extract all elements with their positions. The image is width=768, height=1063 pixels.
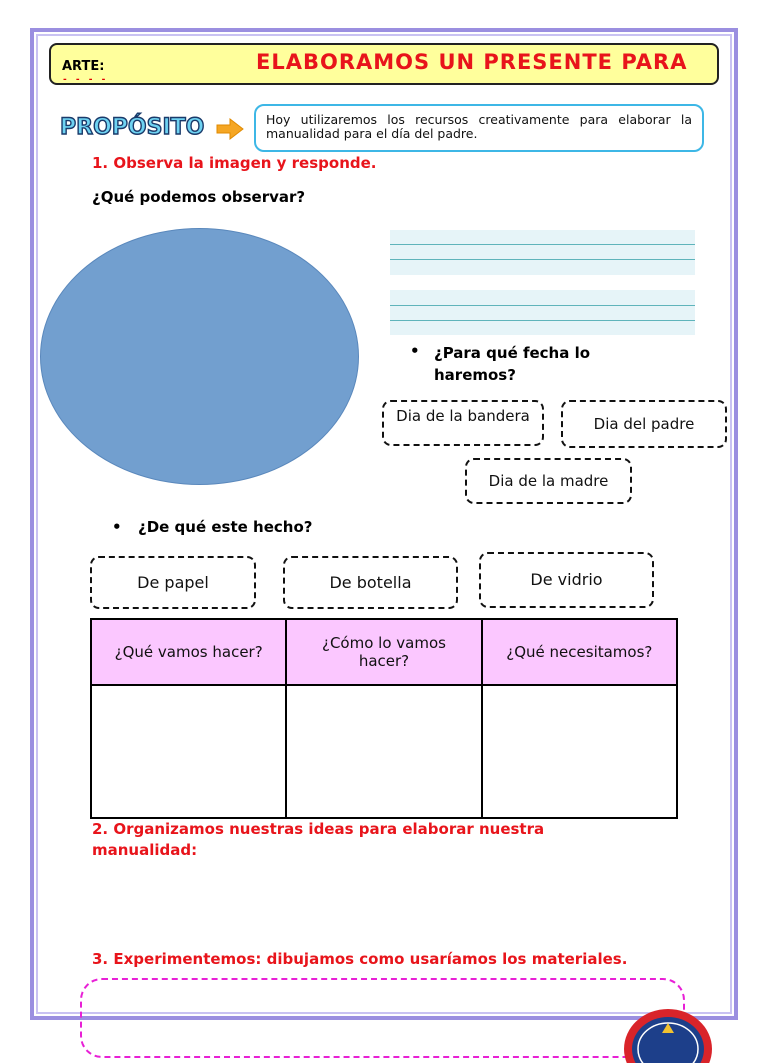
- page-border: [30, 28, 738, 1020]
- section2-heading: 2. Organizamos nuestras ideas para elaborar nuestra manualidad:: [92, 820, 545, 859]
- proposito-text-box: Hoy utilizaremos los recursos creativamente para elaborar la manualidad para el día del padre.: [254, 104, 704, 152]
- option-dia-padre[interactable]: Dia del padre: [561, 400, 727, 448]
- orange-right-arrow-icon: [216, 118, 244, 140]
- option-dia-madre[interactable]: Dia de la madre: [465, 458, 632, 504]
- table-header-cell: ¿Cómo lo vamos hacer?: [286, 619, 481, 685]
- title-banner: [49, 43, 719, 85]
- drawing-area[interactable]: [80, 978, 685, 1058]
- answer-lines-1[interactable]: [390, 230, 695, 275]
- section1-heading: 1. Observa la imagen y responde.: [92, 154, 377, 172]
- image-placeholder-ellipse: [40, 228, 359, 485]
- answer-lines-2[interactable]: [390, 290, 695, 335]
- planning-table: [90, 618, 678, 819]
- section1-question: ¿Qué podemos observar?: [92, 188, 306, 206]
- option-de-vidrio[interactable]: De vidrio: [479, 552, 654, 608]
- proposito-word: PROPÓSITO: [60, 115, 205, 140]
- table-answer-cell[interactable]: [482, 685, 677, 818]
- fecha-question: ¿Para qué fecha lo haremos?: [434, 344, 591, 384]
- option-de-papel[interactable]: De papel: [90, 556, 256, 609]
- option-de-botella[interactable]: De botella: [283, 556, 458, 609]
- school-emblem-icon: [622, 1003, 714, 1063]
- page-title: ELABORAMOS UN PRESENTE PARA: [256, 50, 688, 74]
- arte-sub-label: - - - -: [63, 75, 109, 83]
- option-dia-bandera[interactable]: Dia de la bandera: [382, 400, 544, 446]
- bullet-icon: •: [112, 518, 122, 536]
- table-header-cell: ¿Qué necesitamos?: [482, 619, 677, 685]
- hecho-question: ¿De qué este hecho?: [138, 518, 313, 536]
- table-header-row: [91, 619, 677, 685]
- table-answer-cell[interactable]: [91, 685, 286, 818]
- table-header-cell: ¿Qué vamos hacer?: [91, 619, 286, 685]
- table-answer-cell[interactable]: [286, 685, 481, 818]
- arte-label: ARTE:: [62, 59, 105, 74]
- table-row: [91, 685, 677, 818]
- bullet-icon: •: [410, 342, 420, 360]
- section3-heading: 3. Experimentemos: dibujamos como usaríamos los materiales.: [92, 950, 628, 968]
